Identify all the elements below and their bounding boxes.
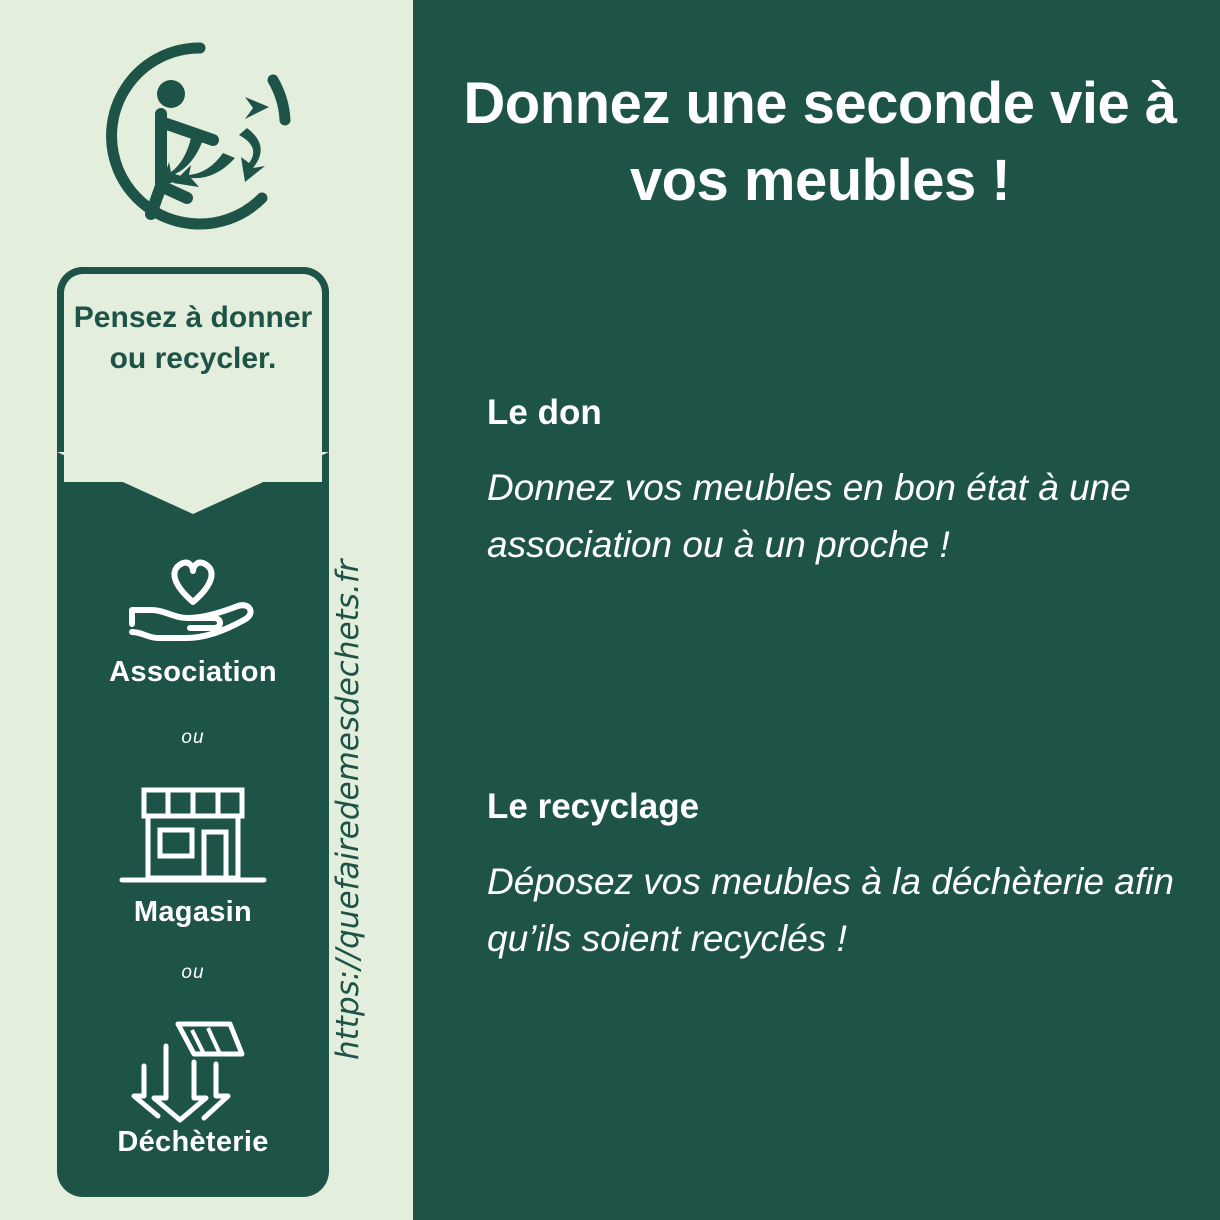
separator-ou-2: ou	[181, 962, 205, 983]
section-le-recyclage	[487, 787, 1177, 968]
ribbon-item-magasin	[57, 780, 329, 929]
section-body-don: Donnez vos meubles en bon état à une association ou à un proche !	[487, 467, 1131, 566]
ribbon-label-dechetterie: Déchèterie	[117, 1126, 269, 1158]
recycling-person-logo-icon	[95, 36, 305, 236]
shop-front-icon	[57, 780, 329, 890]
ribbon-item-association	[57, 540, 329, 689]
page-title: Donnez une seconde vie à vos meubles !	[463, 71, 1177, 213]
heart-in-hand-icon	[57, 540, 329, 650]
waste-collection-icon	[57, 1010, 329, 1120]
section-title-don: Le don	[487, 393, 602, 432]
ribbon-label-magasin: Magasin	[133, 896, 253, 928]
section-body-recyclage: Déposez vos meubles à la déchèterie afin qu’ils soient recyclés !	[487, 861, 1174, 960]
website-url[interactable]: https://quefairedemesdechets.fr	[330, 559, 366, 1060]
section-le-don	[487, 393, 1177, 574]
ribbon-item-dechetterie	[57, 1010, 329, 1159]
separator-ou-1: ou	[181, 727, 205, 748]
ribbon-label-association: Association	[109, 656, 277, 688]
section-title-recyclage: Le recyclage	[487, 787, 700, 826]
callout-text: Pensez à donner ou recycler.	[73, 301, 313, 376]
